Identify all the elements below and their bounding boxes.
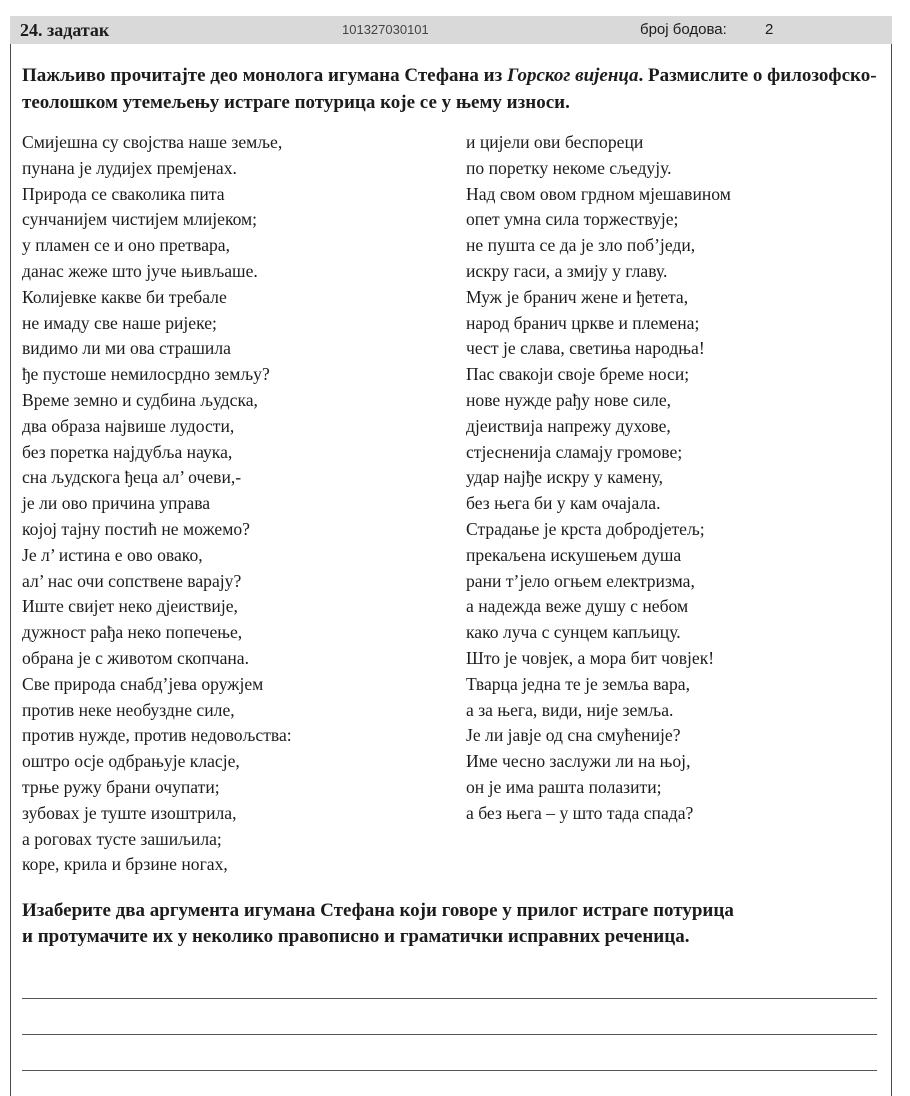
poem-line: не имаду све наше ријеке; <box>22 312 217 333</box>
task-question <box>22 898 892 950</box>
question-line-2: и протумачите их у неколико правописно и граматички исправних реченица. <box>22 926 690 947</box>
poem-line: видимо ли ми ова страшила <box>22 338 231 359</box>
poem-line: Тварца једна те је земља вара, <box>466 673 690 694</box>
task-header-bar <box>10 16 892 44</box>
poem-line: и цијели ови беспореци <box>466 132 644 152</box>
poem-line: дужност рађа неко попечење, <box>22 622 243 643</box>
poem-line: којој тајну постић не можемо? <box>22 518 250 539</box>
poem-line: Је л’ истина е ово овако, <box>22 544 203 565</box>
work-title: Горског вијенца <box>507 65 639 86</box>
poem-line: дјеиствија напрежу духове, <box>466 415 671 436</box>
poem-line: је ли ово причина управа <box>22 493 211 514</box>
task-instruction <box>22 62 892 116</box>
instruction-text-start: Пажљиво прочитајте део монолога игумана Стефана из <box>22 65 507 86</box>
poem-line: данас жеже што јуче њивљаше. <box>22 260 258 281</box>
poem-line: против неке необуздне силе, <box>22 699 235 720</box>
poem-line: обрана је с животом скопчана. <box>22 647 250 668</box>
poem-line: трње ружу брани очупати; <box>22 776 220 797</box>
task-number: 24. задатак <box>20 20 110 40</box>
poem-line: а без њега – у што тада спада? <box>466 802 694 823</box>
poem-line: опет умна сила торжествује; <box>466 209 679 230</box>
poem-line: прекаљена искушењем душа <box>466 544 682 565</box>
poem-line: како луча с сунцем капљицу. <box>466 622 681 643</box>
poem-line: не пушта се да је зло поб’једи, <box>466 235 696 256</box>
poem-line: рани т’јело огњем електризма, <box>466 570 695 591</box>
poem-line: нове нужде рађу нове силе, <box>466 389 672 410</box>
poem-line: Је ли јавје од сна смућеније? <box>466 725 681 746</box>
poem-line: чест је слава, светиња народња! <box>466 338 705 359</box>
poem-line: Што је човјек, а мора бит човјек! <box>466 647 715 668</box>
poem-line: оштро осје одбрањује класје, <box>22 751 240 772</box>
task-code: 101327030101 <box>342 22 429 37</box>
poem-line: Све природа снабд’јева оружјем <box>22 673 264 694</box>
instruction-text-end: . Размислите о филозофско-теолошком утемељењу истраге потурица које се у њему износи. <box>22 65 877 113</box>
poem-line: коре, крила и брзине ногах, <box>22 854 228 875</box>
poem-line: Пас свакоји своје бреме носи; <box>466 364 690 385</box>
poem-line: у пламен се и оно претвара, <box>22 235 231 256</box>
poem-line: Иште свијет неко дјеиствије, <box>22 596 238 617</box>
poem-left-column <box>22 130 292 878</box>
poem-line: удар најђе искру у камену, <box>466 467 664 488</box>
poem-line: а за њега, види, није земља. <box>466 699 674 720</box>
poem-line: без њега би у кам очајала. <box>466 493 661 514</box>
answer-line[interactable] <box>22 1070 877 1071</box>
poem-line: Колијевке какве би требале <box>22 286 227 307</box>
points-value: 2 <box>765 21 774 38</box>
answer-line[interactable] <box>22 998 877 999</box>
poem-line: два образа највише лудости, <box>22 415 235 436</box>
poem-line: ал’ нас очи сопствене варају? <box>22 570 242 591</box>
poem-line: по поретку некоме сљедују. <box>466 157 672 178</box>
poem-line: Смијешна су својства наше земље, <box>22 132 283 152</box>
poem-line: зубовах је туште изоштрила, <box>22 802 237 823</box>
poem-line: ђе пустоше немилосрдно земљу? <box>22 364 270 385</box>
poem-line: стјесненија сламају громове; <box>466 441 683 462</box>
question-line-1: Изаберите два аргумента игумана Стефана који говоре у прилог истраге потурица <box>22 900 734 921</box>
points-label: број бодова: <box>640 21 727 38</box>
poem-line: Време земно и судбина људска, <box>22 389 258 410</box>
poem-line: без поретка најдубља наука, <box>22 441 233 462</box>
answer-line[interactable] <box>22 1034 877 1035</box>
poem-line: он је има рашта полазити; <box>466 776 662 797</box>
poem-line: а надежда веже душу с небом <box>466 596 689 617</box>
poem-line: Име чесно заслужи ли на њој, <box>466 751 691 772</box>
poem-line: а роговах тусте зашиљила; <box>22 828 222 849</box>
poem-line: Над свом овом грдном мјешавином <box>466 183 731 204</box>
poem-line: народ бранич цркве и племена; <box>466 312 700 333</box>
poem-right-column <box>466 130 731 827</box>
poem-line: Муж је бранич жене и ђетета, <box>466 286 689 307</box>
poem-line: Страдање је крста добродјетељ; <box>466 518 705 539</box>
poem-line: Природа се сваколика пита <box>22 183 225 204</box>
poem-line: пунана је лудијех премјенах. <box>22 157 237 178</box>
poem-line: против нужде, против недовољства: <box>22 725 292 746</box>
poem-line: сна људскога ђеца ал’ очеви,- <box>22 467 242 488</box>
poem-line: искру гаси, а змију у главу. <box>466 260 668 281</box>
poem-line: сунчанијем чистијем млијеком; <box>22 209 258 230</box>
